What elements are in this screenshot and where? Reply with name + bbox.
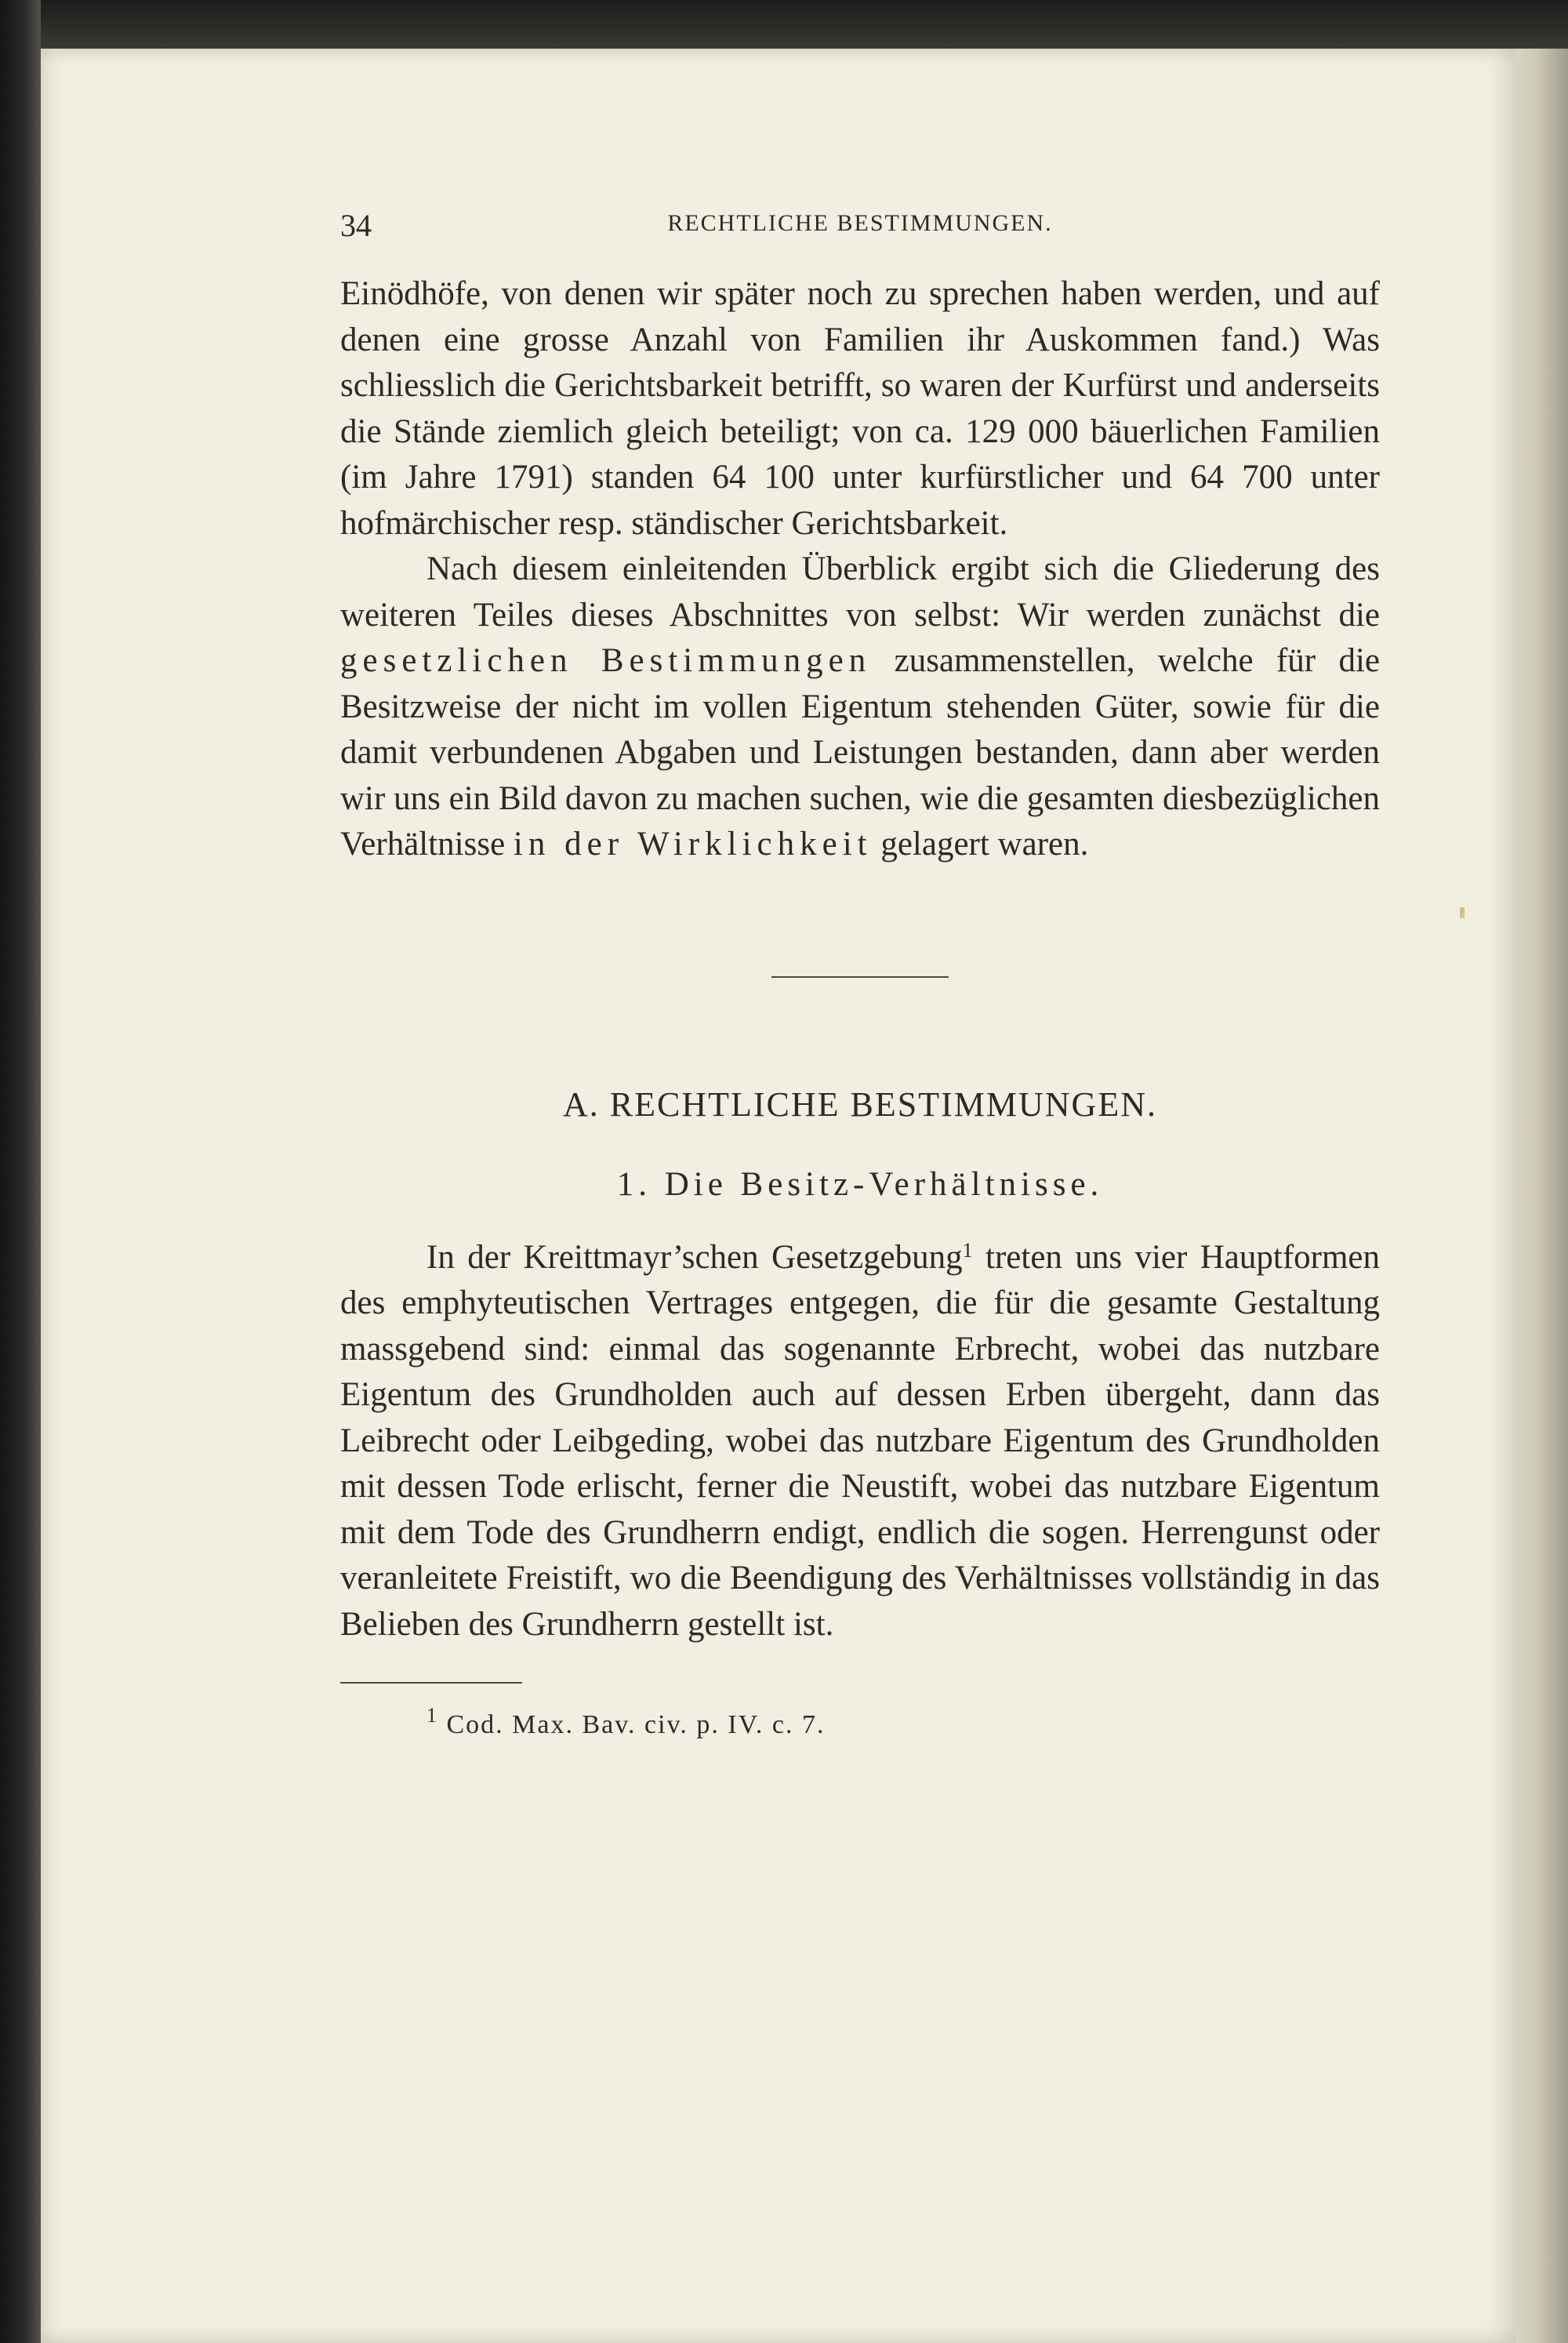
scan-top-edge — [0, 0, 1568, 49]
overview-text-3: gelagert waren. — [872, 826, 1089, 863]
overview-paragraph — [340, 547, 1380, 868]
book-page — [41, 49, 1516, 2343]
overview-text-2: zusammenstellen, welche für die Besitzweise der nicht im vollen Eigentum stehenden Güter, sowie für die damit verbundenen Abgaben und Leistungen bestanden, dann aber werden wir uns ein Bild davon zu machen suchen, wie die gesamten diesbezüglichen Verhältnisse — [340, 642, 1381, 863]
footnote-reference: 1 — [962, 1238, 973, 1262]
overview-emphasis-1: gesetzlichen Bestimmungen — [340, 642, 872, 679]
intro-text: Einödhöfe, von denen wir später noch zu sprechen haben werden, und auf denen eine grosse Anzahl von Familien ihr Auskommen fand.) Was schliesslich die Gerichtsbarkeit betrifft, so waren der Kurfürst und anderseits die Stände ziemlich gleich beteiligt; von ca. 129 000 bäuerlichen Familien (im Jahre 1791) standen 64 100 unter kurfürstlicher und 64 700 unter hofmärchischer resp. ständischer Gerichtsbarkeit. — [340, 275, 1380, 542]
footnote-rule — [340, 1682, 522, 1684]
section-heading: A. RECHTLICHE BESTIMMUNGEN. — [563, 1084, 1157, 1124]
footnote-text: Cod. Max. Bav. civ. p. IV. c. 7. — [438, 1710, 826, 1739]
overview-emphasis-2: in der Wirklichkeit — [513, 826, 873, 863]
text-block — [340, 207, 1380, 1740]
section-paragraph — [340, 1235, 1380, 1648]
intro-paragraph — [340, 271, 1380, 547]
paper-mark — [1460, 907, 1465, 918]
scan-right-edge — [1516, 49, 1568, 2343]
subsection-heading: 1. Die Besitz-Verhältnisse. — [616, 1165, 1104, 1203]
section-text-2: treten uns vier Hauptformen des emphyteutischen Vertrages entgegen, die für die gesamte Gestaltung massgebend sind: einmal das sogenannte Erbrecht, wobei das nutzbare Eigentum des Grundholden auch auf dessen Erben übergeht, dann das Leibrecht oder Leibgeding, wobei das nutzbare Eigentum des Grundholden mit dessen Tode erlischt, ferner die Neustift, wobei das nutzbare Eigentum mit dem Tode des Grundherrn endigt, endlich die sogen. Herrengunst oder veranleitete Freistift, wo die Beendigung des Verhältnisses vollständig in das Belieben des Grundherrn gestellt ist. — [340, 1238, 1380, 1643]
section-divider — [771, 976, 949, 978]
page-number: 34 — [340, 208, 372, 243]
footnote — [340, 1704, 1380, 1740]
footnote-marker: 1 — [426, 1704, 438, 1727]
section-text-1: In der Kreittmayr’schen Gesetzgebung — [426, 1238, 963, 1276]
running-head — [340, 207, 1380, 254]
running-title: RECHTLICHE BESTIMMUNGEN. — [667, 210, 1053, 236]
scan-left-edge — [0, 0, 41, 2343]
overview-text-1: Nach diesem einleitenden Überblick ergibt sich die Gliederung des weiteren Teiles dieses Abschnittes von selbst: Wir werden zunächst die — [340, 550, 1380, 634]
